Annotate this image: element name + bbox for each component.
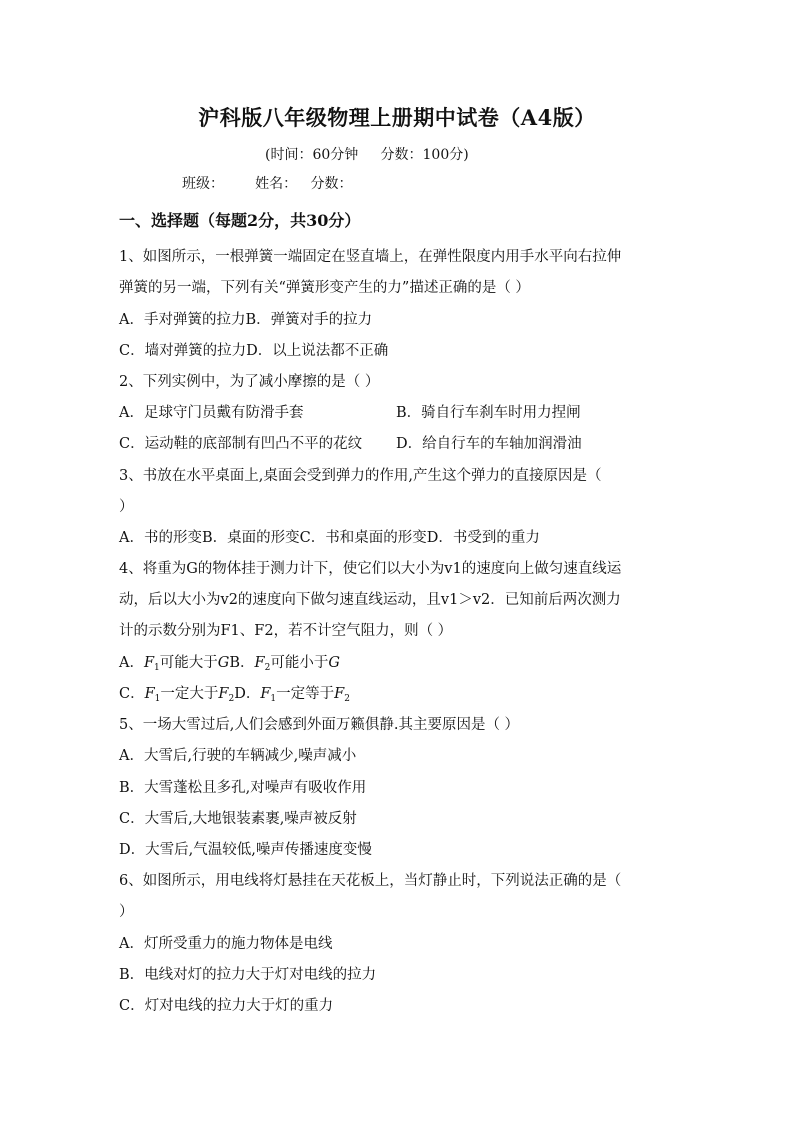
- q4-option-c-label: C．: [119, 686, 145, 702]
- q4-option-d-text: 一定等于: [276, 686, 335, 702]
- q4-option-d-var2: F: [334, 686, 345, 702]
- q4-options-cd: [119, 682, 350, 711]
- q4-option-a-sub: 1: [154, 663, 160, 673]
- q1-stem-line2: 弹簧的另一端，下列有关“弹簧形变产生的力”描述正确的是（ ）: [119, 280, 530, 296]
- q2-stem: 2、下列实例中，为了减小摩擦的是（ ）: [119, 374, 380, 390]
- q4-stem-line1: 4、将重为G的物体挂于测力计下，使它们以大小为v1的速度向上做匀速直线运: [119, 561, 622, 577]
- q4-option-c-var: F: [144, 686, 155, 702]
- q6-stem-line1: 6、如图所示，用电线将灯悬挂在天花板上，当灯静止时，下列说法正确的是（: [119, 873, 622, 889]
- exam-time-score: (时间：60分钟 分数：100分): [265, 147, 469, 163]
- q4-option-b-sub: 2: [264, 663, 271, 673]
- q4-option-c-sub: 1: [154, 694, 161, 704]
- q2-option-c: C．运动鞋的底部制有凹凸不平的花纹: [119, 436, 363, 452]
- q4-option-a-label: A．: [119, 655, 144, 671]
- q4-option-b-var: F: [254, 655, 265, 671]
- class-name-score-line: 班级： 姓名： 分数：: [182, 176, 353, 192]
- q6-option-a: A．灯所受重力的施力物体是电线: [119, 936, 333, 952]
- q4-option-d-sub2: 2: [344, 694, 350, 704]
- q5-option-c: C．大雪后,大地银装素裹,噪声被反射: [119, 811, 357, 827]
- q6-option-b: B．电线对灯的拉力大于灯对电线的拉力: [119, 967, 377, 983]
- q4-option-c-sub2: 2: [228, 694, 235, 704]
- q4-option-d-var: F: [260, 686, 271, 702]
- page-title: 沪科版八年级物理上册期中试卷（A4版）: [198, 105, 596, 130]
- q4-option-b-label: B．: [229, 655, 255, 671]
- q4-option-d-sub: 1: [270, 694, 277, 704]
- section-heading-choice: 一、选择题（每题2分，共30分）: [119, 211, 361, 230]
- q3-stem-line1: 3、书放在水平桌面上,桌面会受到弹力的作用,产生这个弹力的直接原因是（: [119, 468, 602, 484]
- q6-option-c: C．灯对电线的拉力大于灯的重力: [119, 998, 334, 1014]
- q4-option-c-text: 一定大于: [160, 686, 219, 702]
- q3-stem-line2: ）: [119, 499, 134, 515]
- q5-option-a: A．大雪后,行驶的车辆减少,噪声减小: [119, 748, 357, 764]
- q4-option-c-var2: F: [218, 686, 229, 702]
- q1-options-cd: C．墙对弹簧的拉力D．以上说法都不正确: [119, 343, 389, 359]
- q1-options-ab: A．手对弹簧的拉力B．弹簧对手的拉力: [119, 312, 373, 328]
- q3-options: A．书的形变B．桌面的形变C．书和桌面的形变D．书受到的重力: [119, 530, 540, 546]
- q6-stem-line2: ）: [119, 904, 134, 920]
- q4-option-b-g: G: [328, 655, 340, 671]
- q5-stem: 5、一场大雪过后,人们会感到外面万籁俱静.其主要原因是（ ）: [119, 717, 520, 733]
- q1-stem-line1: 1、如图所示，一根弹簧一端固定在竖直墙上，在弹性限度内用手水平向右拉伸: [119, 249, 622, 265]
- q4-option-d-label: D．: [234, 686, 261, 702]
- q2-options-row2: [119, 432, 362, 456]
- q5-option-b: B．大雪蓬松且多孔,对噪声有吸收作用: [119, 780, 367, 796]
- q4-stem-line3: 计的示数分别为F1、F2，若不计空气阻力，则（ ）: [119, 623, 453, 639]
- q4-option-a-text: 可能大于: [159, 655, 218, 671]
- q4-option-b-text: 可能小于: [270, 655, 329, 671]
- q2-option-a: A．足球守门员戴有防滑手套: [119, 405, 304, 421]
- q4-stem-line2: 动，后以大小为v2的速度向下做匀速直线运动，且v1＞v2．已知前后两次测力: [119, 592, 621, 608]
- q5-option-d: D．大雪后,气温较低,噪声传播速度变慢: [119, 842, 372, 858]
- q4-options-ab: [119, 651, 340, 680]
- q2-option-b: B．骑自行车刹车时用力捏闸: [396, 405, 581, 421]
- q4-option-a-g: G: [217, 655, 230, 671]
- q2-options-row1: [119, 401, 303, 425]
- q2-option-d: D．给自行车的车轴加润滑油: [396, 436, 582, 452]
- q4-option-a-var: F: [143, 655, 155, 671]
